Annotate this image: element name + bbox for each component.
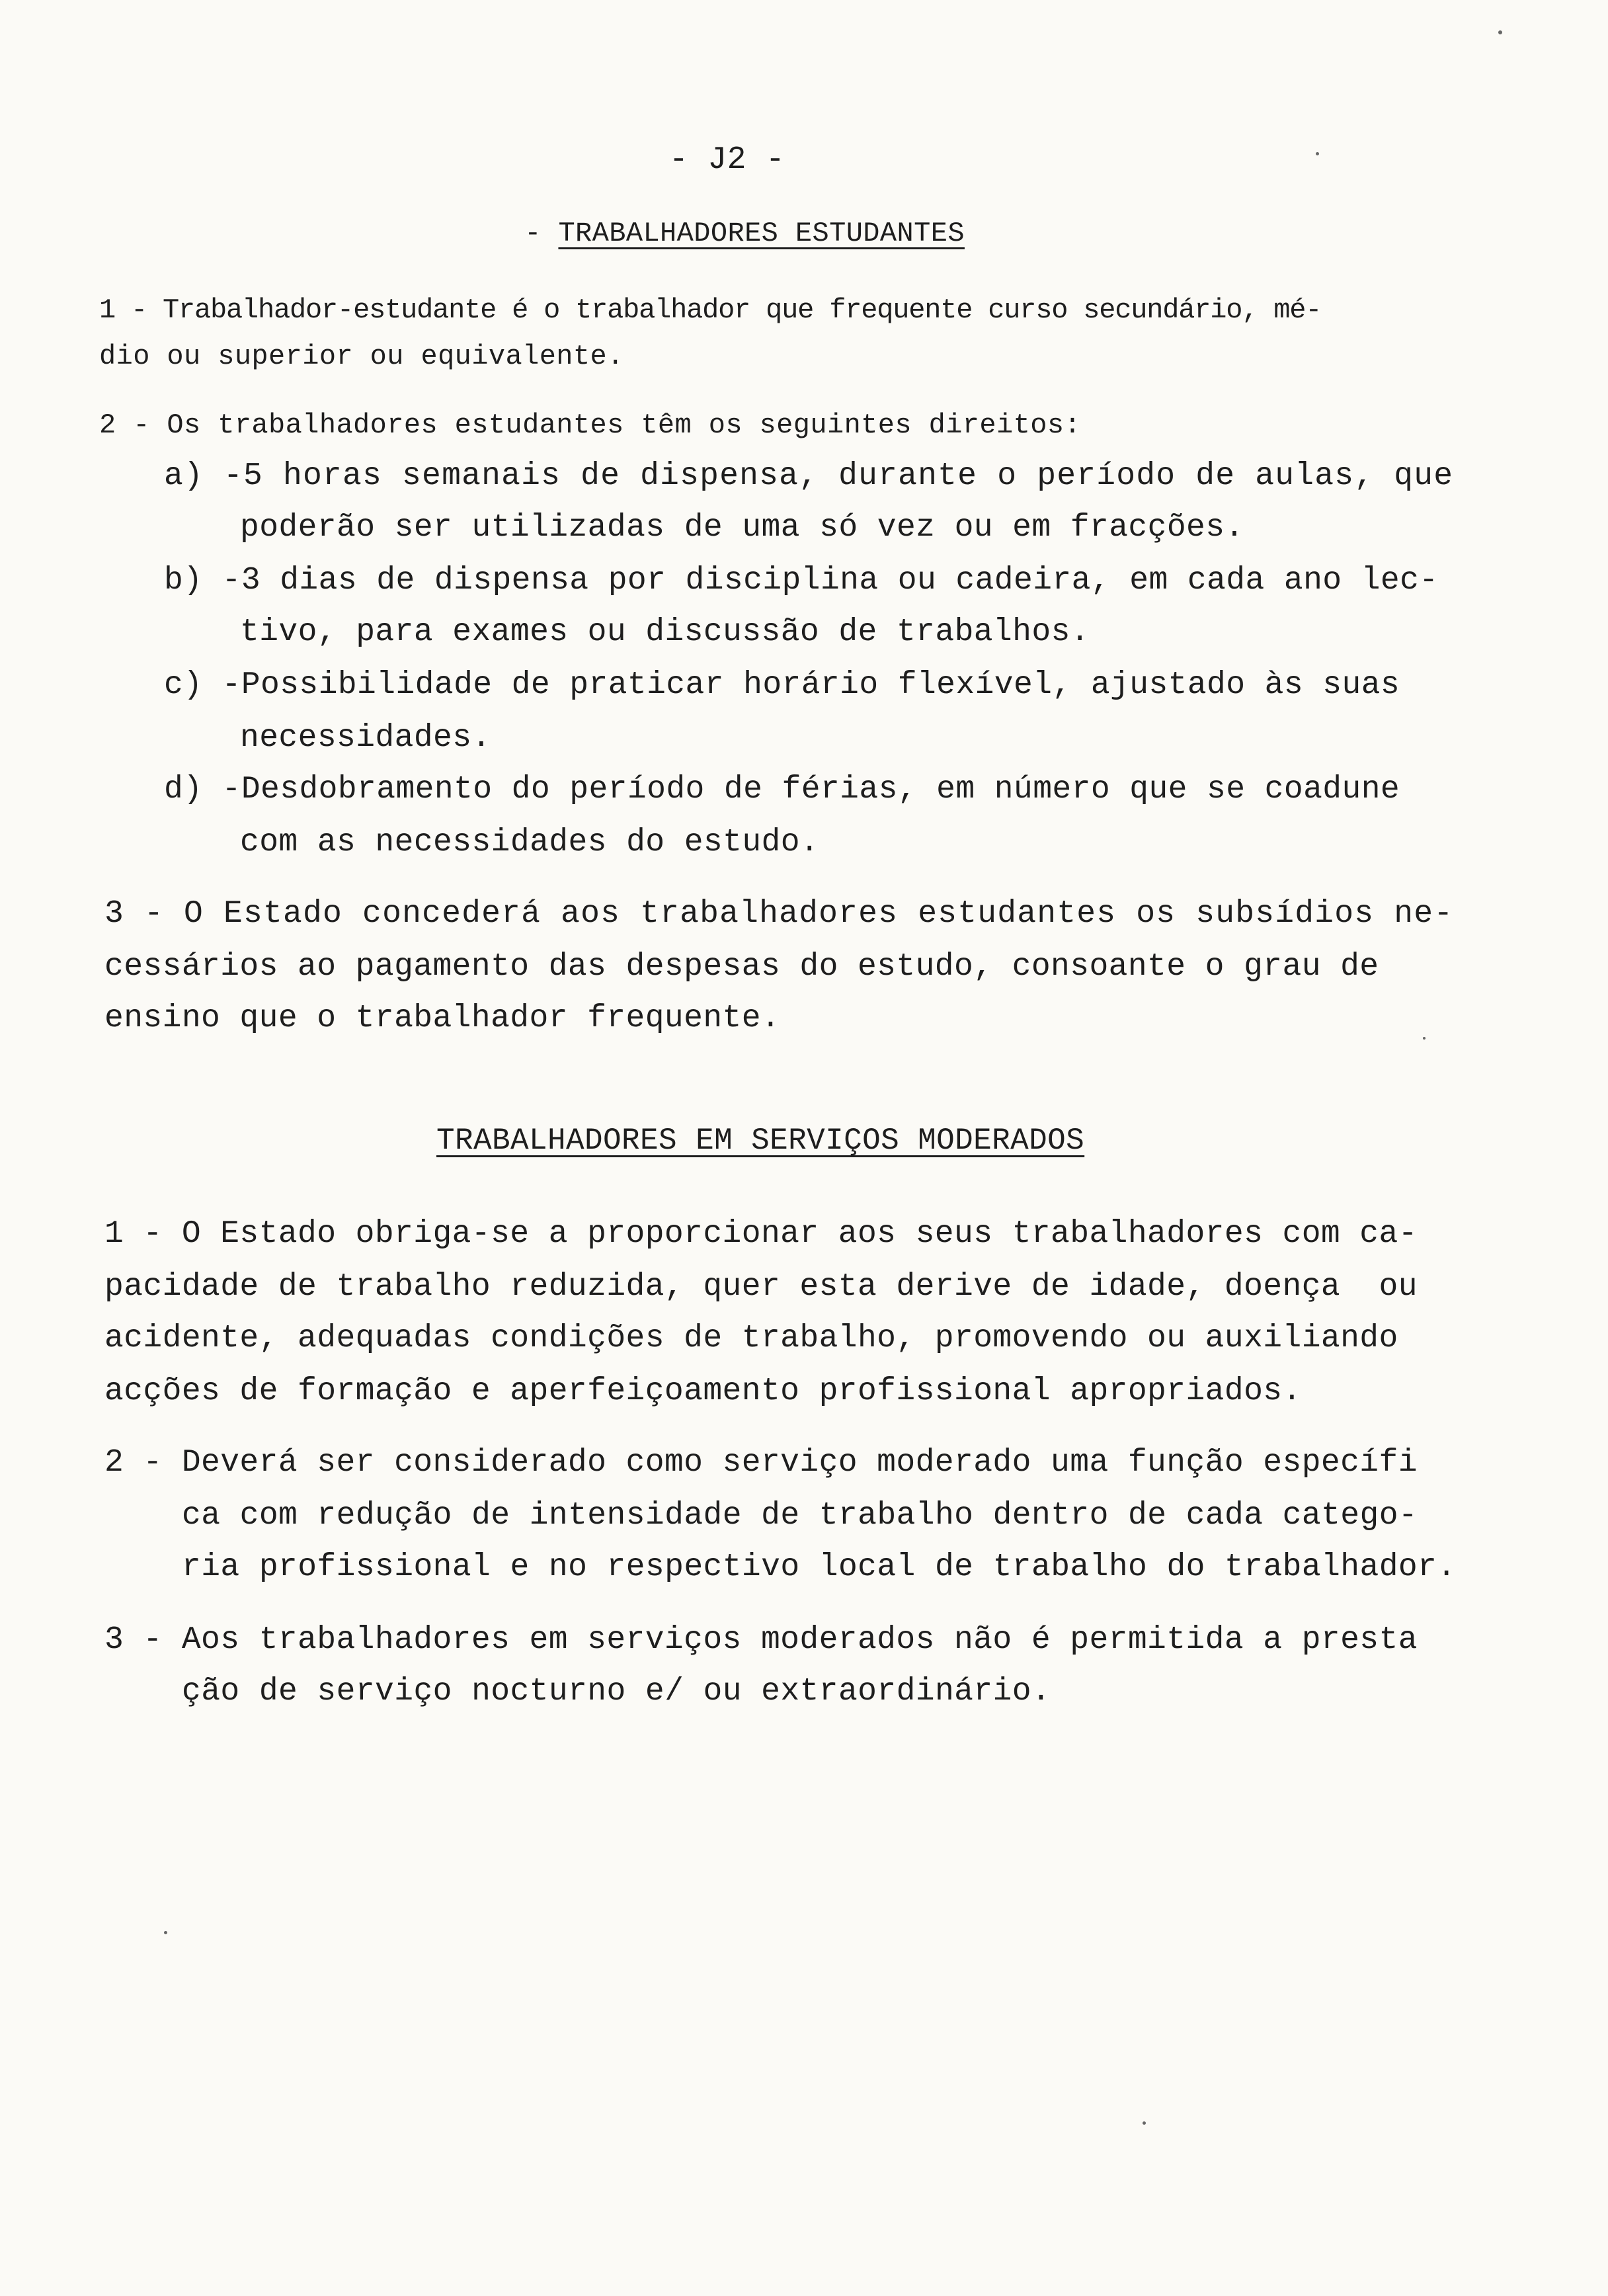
- paragraph-line-cont: ria profissional e no respectivo local de trabalho do trabalhador.: [182, 1549, 1457, 1585]
- title-text: TRABALHADORES ESTUDANTES: [558, 218, 965, 249]
- title-dash: -: [524, 218, 559, 249]
- scan-speck: [1423, 1037, 1426, 1040]
- paragraph-line-cont: ção de serviço nocturno e/ ou extraordinário.: [182, 1674, 1051, 1709]
- list-item-b-cont: tivo, para exames ou discussão de trabalhos.: [240, 614, 1090, 650]
- paragraph-line: cessários ao pagamento das despesas do estudo, consoante o grau de: [104, 949, 1379, 985]
- list-item-a-cont: poderão ser utilizadas de uma só vez ou em fracções.: [240, 510, 1244, 546]
- paragraph-line: dio ou superior ou equivalente.: [99, 341, 624, 372]
- list-item-d-cont: com as necessidades do estudo.: [240, 825, 820, 860]
- section-title-servicos-moderados: TRABALHADORES EM SERVIÇOS MODERADOS: [436, 1124, 1085, 1158]
- scan-speck: [1498, 30, 1502, 34]
- scan-speck: [1143, 2121, 1146, 2125]
- paragraph-line: 3 - O Estado concederá aos trabalhadores estudantes os subsídios ne-: [104, 896, 1454, 932]
- list-item-d: d) -Desdobramento do período de férias, em número que se coadune: [164, 772, 1400, 807]
- paragraph-line: ensino que o trabalhador frequente.: [104, 1001, 781, 1036]
- paragraph-line: 1 - O Estado obriga-se a proporcionar aos seus trabalhadores com ca-: [104, 1216, 1418, 1252]
- paragraph-line: 2 - Deverá ser considerado como serviço moderado uma função específi: [104, 1445, 1418, 1481]
- paragraph-line: acções de formação e aperfeiçoamento profissional apropriados.: [104, 1374, 1302, 1409]
- paragraph-line: 1 - Trabalhador-estudante é o trabalhador que frequente curso secundário, mé-: [99, 294, 1322, 326]
- scan-speck: [1316, 152, 1319, 155]
- page-number: - J2 -: [669, 142, 785, 178]
- scan-speck: [164, 1931, 167, 1934]
- list-item-b: b) -3 dias de dispensa por disciplina ou cadeira, em cada ano lec-: [164, 563, 1439, 598]
- list-item-c: c) -Possibilidade de praticar horário flexível, ajustado às suas: [164, 667, 1400, 703]
- section-title-trabalhadores-estudantes: [491, 192, 965, 247]
- paragraph-line: pacidade de trabalho reduzida, quer esta derive de idade, doença ou: [104, 1269, 1418, 1305]
- paragraph-line-cont: ca com redução de intensidade de trabalho dentro de cada catego-: [182, 1498, 1418, 1534]
- paragraph-line: acidente, adequadas condições de trabalho, promovendo ou auxiliando: [104, 1321, 1398, 1356]
- list-item-c-cont: necessidades.: [240, 720, 491, 756]
- paragraph-line: 2 - Os trabalhadores estudantes têm os seguintes direitos:: [99, 409, 1082, 441]
- list-item-a: a) -5 horas semanais de dispensa, durante o período de aulas, que: [164, 458, 1454, 494]
- paragraph-line: 3 - Aos trabalhadores em serviços moderados não é permitida a presta: [104, 1622, 1418, 1658]
